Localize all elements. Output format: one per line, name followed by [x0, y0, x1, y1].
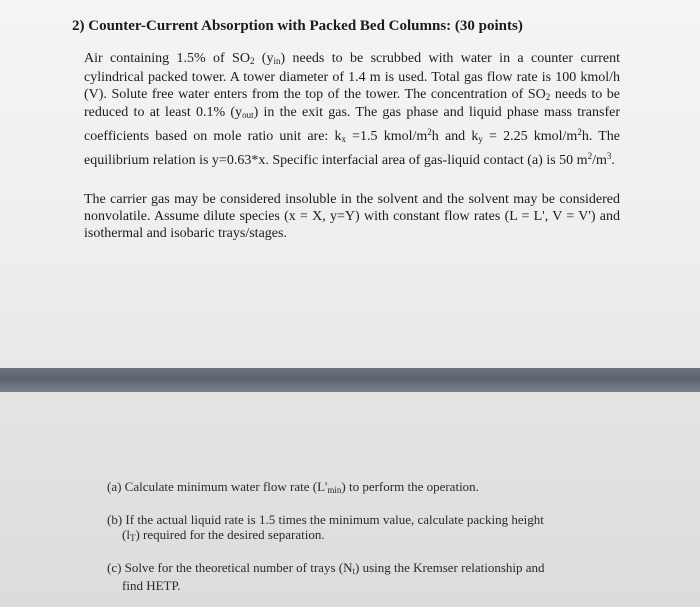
assumptions-paragraph: The carrier gas may be considered insoluble in the solvent and the solvent may be considered nonvolatile. Assume dilute species (x = X, y=Y) with constant flow rates (L = L', V = V') and isothermal and isobaric trays/stages.	[84, 192, 620, 241]
problem-statement-paragraph: Air containing 1.5% of $SO_2$ $(y_{in})$ needs to be scrubbed with water in a counter current cylindrical packed tower. A tower diameter of 1.4 m is used. Total gas flow rate is 100 kmol/h (V). Solute free water enters from the top of the tower. The concentration of $SO_2$ needs to be reduced to at least 0.1% $(y_{out})$ in the exit gas. The gas phase and liquid phase mass transfer coefficients based on mole ratio unit are: $k_x =1.5$ kmol/$m^2h$ and $k_y = 2.25$ kmol/$m^2h$. The equilibrium relation is y=0.63*x. Specific interfacial area of gas-liquid contact (a) is 50 $m^2/m^3$.	[84, 51, 621, 168]
question-c: (c) Solve for the theoretical number of trays $(N_t)$ using the Kremser relationship and find HETP.	[107, 561, 607, 593]
question-b: (b) If the actual liquid rate is 1.5 times the minimum value, calculate packing height $(l_T)$ required for the desired separation.	[107, 513, 607, 545]
problem-title: 2) Counter-Current Absorption with Packed Bed Columns: (30 points)	[72, 18, 523, 34]
question-c-continuation: find HETP.	[122, 577, 181, 593]
question-b-continuation: $(l_T)$ required for the desired separation.	[122, 526, 325, 543]
question-a: (a) Calculate minimum water flow rate $(L'_{min})$ to perform the operation.	[107, 479, 479, 495]
page-divider-band	[0, 368, 700, 392]
